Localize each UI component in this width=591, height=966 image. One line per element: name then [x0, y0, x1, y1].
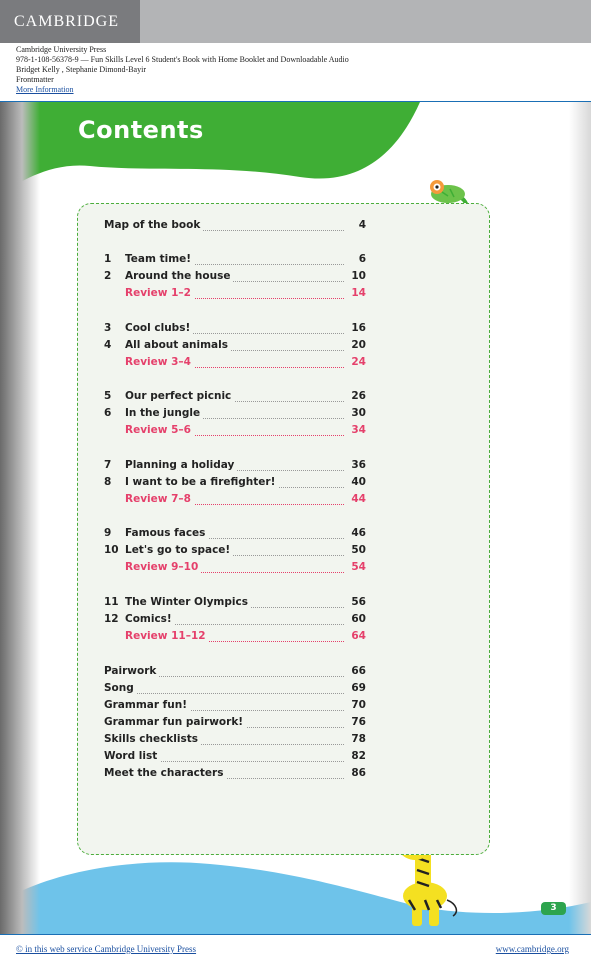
entry-title: Around the house: [125, 270, 233, 282]
entry-title: Map of the book: [104, 219, 203, 231]
entry-title: Review 7–8: [125, 493, 194, 505]
unit-number: 1: [104, 253, 112, 265]
review-entry[interactable]: [104, 287, 366, 303]
entry-title: I want to be a firefighter!: [125, 476, 278, 488]
green-header-wave: [0, 102, 420, 194]
unit-number: 3: [104, 322, 112, 334]
entry-title: Review 11–12: [125, 630, 209, 642]
entry-title: Song: [104, 682, 137, 694]
review-entry[interactable]: [104, 561, 366, 577]
entry-page-number: 60: [351, 613, 366, 625]
contents-entry[interactable]: [104, 716, 366, 732]
entry-page-number: 46: [351, 527, 366, 539]
entry-title: Let's go to space!: [125, 544, 233, 556]
entry-title: Review 3–4: [125, 356, 194, 368]
entry-page-number: 64: [351, 630, 366, 642]
unit-number: 8: [104, 476, 112, 488]
unit-number: 12: [104, 613, 119, 625]
entry-title: Cool clubs!: [125, 322, 193, 334]
entry-title: Grammar fun pairwork!: [104, 716, 246, 728]
blue-ground-wave: [0, 862, 591, 934]
book-metadata: [16, 45, 349, 95]
contents-entry[interactable]: [104, 459, 366, 475]
contents-entry[interactable]: [104, 219, 366, 235]
page-shadow-left: [0, 102, 40, 934]
contents-entry[interactable]: [104, 733, 366, 749]
entry-page-number: 86: [351, 767, 366, 779]
entry-title: Team time!: [125, 253, 194, 265]
dot-leader: [114, 693, 344, 694]
entry-page-number: 26: [351, 390, 366, 402]
contents-entry[interactable]: [104, 767, 366, 783]
contents-entry[interactable]: [104, 665, 366, 681]
copyright-link[interactable]: © in this web service Cambridge University Press: [16, 944, 197, 954]
unit-number: 9: [104, 527, 112, 539]
entry-title: All about animals: [125, 339, 231, 351]
contents-entry[interactable]: [104, 322, 366, 338]
entry-page-number: 76: [351, 716, 366, 728]
contents-entry[interactable]: [104, 682, 366, 698]
contents-entry[interactable]: [104, 613, 366, 629]
entry-title: Review 1–2: [125, 287, 194, 299]
entry-page-number: 20: [351, 339, 366, 351]
entry-page-number: 44: [351, 493, 366, 505]
entry-page-number: 36: [351, 459, 366, 471]
cambridge-website-link[interactable]: www.cambridge.org: [495, 944, 569, 954]
unit-number: 10: [104, 544, 119, 556]
page-shadow-right: [569, 102, 591, 934]
entry-page-number: 69: [351, 682, 366, 694]
entry-page-number: 10: [351, 270, 366, 282]
unit-number: 6: [104, 407, 112, 419]
entry-title: Comics!: [125, 613, 175, 625]
entry-title: Grammar fun!: [104, 699, 190, 711]
contents-entry[interactable]: [104, 527, 366, 543]
review-entry[interactable]: [104, 493, 366, 509]
entry-title: Planning a holiday: [125, 459, 237, 471]
unit-number: 7: [104, 459, 112, 471]
entry-page-number: 54: [351, 561, 366, 573]
entry-title: Skills checklists: [104, 733, 201, 745]
entry-title: Review 9–10: [125, 561, 201, 573]
entry-page-number: 40: [351, 476, 366, 488]
publisher-name: Cambridge University Press: [16, 45, 107, 54]
authors: Bridget Kelly , Stephanie Dimond-Bayir: [16, 65, 146, 74]
entry-page-number: 30: [351, 407, 366, 419]
entry-page-number: 4: [358, 219, 366, 231]
entry-title: In the jungle: [125, 407, 203, 419]
entry-title: Our perfect picnic: [125, 390, 234, 402]
contents-entry[interactable]: [104, 544, 366, 560]
entry-page-number: 34: [351, 424, 366, 436]
contents-entry[interactable]: [104, 390, 366, 406]
unit-number: 2: [104, 270, 112, 282]
page-title: Contents: [78, 116, 204, 144]
entry-page-number: 16: [351, 322, 366, 334]
entry-title: Review 5–6: [125, 424, 194, 436]
book-page: [0, 102, 591, 934]
isbn-title: 978-1-108-56378-9 — Fun Skills Level 6 Student's Book with Home Booklet and Downloadable Audio: [16, 55, 349, 64]
unit-number: 4: [104, 339, 112, 351]
contents-entry[interactable]: [104, 339, 366, 355]
entry-page-number: 14: [351, 287, 366, 299]
section-label: Frontmatter: [16, 75, 54, 84]
entry-title: Pairwork: [104, 665, 159, 677]
unit-number: 5: [104, 390, 112, 402]
unit-number: 11: [104, 596, 119, 608]
contents-entry[interactable]: [104, 750, 366, 766]
entry-page-number: 24: [351, 356, 366, 368]
entry-page-number: 66: [351, 665, 366, 677]
more-information-link[interactable]: More Information: [16, 85, 74, 94]
contents-entry[interactable]: [104, 476, 366, 492]
contents-entry[interactable]: [104, 407, 366, 423]
review-entry[interactable]: [104, 424, 366, 440]
contents-entry[interactable]: [104, 699, 366, 715]
contents-entry[interactable]: [104, 270, 366, 286]
entry-title: Famous faces: [125, 527, 208, 539]
review-entry[interactable]: [104, 630, 366, 646]
footer-divider: [0, 934, 591, 935]
entry-page-number: 70: [351, 699, 366, 711]
entry-page-number: 50: [351, 544, 366, 556]
review-entry[interactable]: [104, 356, 366, 372]
page-number-badge: 3: [541, 902, 566, 915]
contents-entry[interactable]: [104, 253, 366, 269]
entry-page-number: 6: [358, 253, 366, 265]
entry-page-number: 78: [351, 733, 366, 745]
entry-page-number: 82: [351, 750, 366, 762]
entry-title: The Winter Olympics: [125, 596, 251, 608]
top-banner: [0, 0, 591, 43]
entry-title: Word list: [104, 750, 160, 762]
entry-title: Meet the characters: [104, 767, 226, 779]
contents-entry[interactable]: [104, 596, 366, 612]
cambridge-logo: CAMBRIDGE: [0, 0, 140, 43]
entry-page-number: 56: [351, 596, 366, 608]
